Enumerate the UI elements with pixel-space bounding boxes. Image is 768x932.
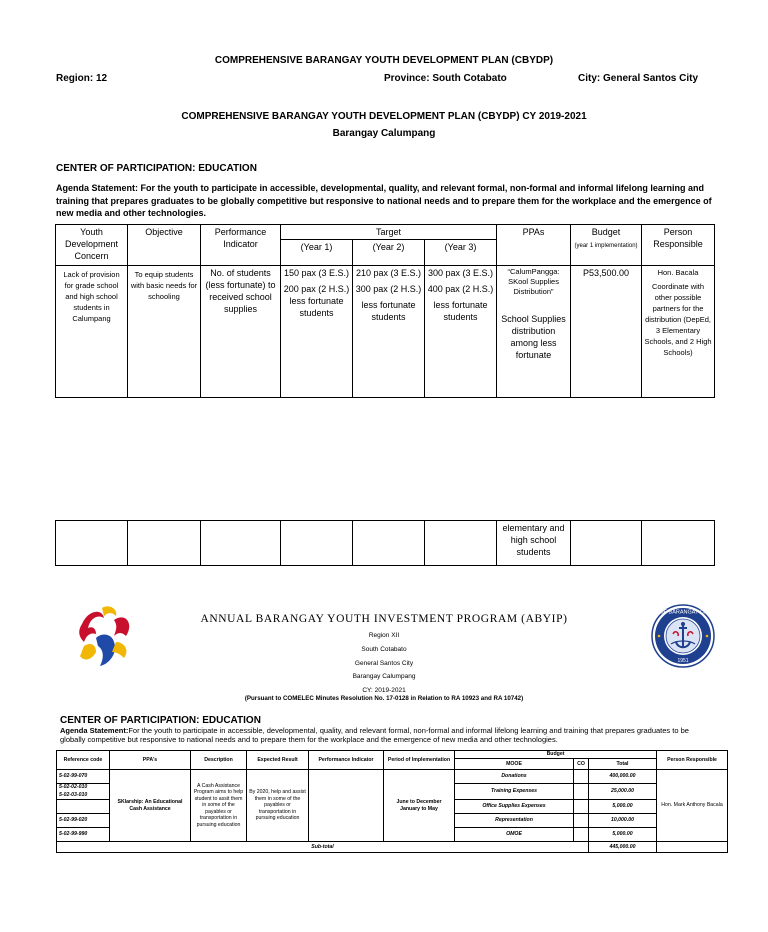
cont-cell bbox=[281, 521, 353, 566]
abyip-header-mooe: MOOE bbox=[455, 759, 574, 770]
cell-objective: To equip students with basic needs for schooling bbox=[128, 266, 201, 398]
cont-cell bbox=[201, 521, 281, 566]
abyip-description: A Cash Assistance Program aims to help student to assit them in some of the payables or transportation in pursuing education bbox=[191, 770, 247, 842]
year2-less: less fortunate students bbox=[361, 300, 416, 322]
header-ppas: PPAs bbox=[497, 225, 571, 266]
total-value: 10,000.00 bbox=[589, 814, 657, 828]
mooe-item: Donations bbox=[455, 770, 574, 784]
cell-year2 bbox=[353, 266, 425, 398]
abyip-center: CENTER OF PARTICIPATION: EDUCATION bbox=[60, 715, 261, 726]
header-budget bbox=[571, 225, 642, 266]
cell-indicator: No. of students (less fortunate) to received school supplies bbox=[201, 266, 281, 398]
header-objective: Objective bbox=[128, 225, 201, 266]
total-value: 5,000.00 bbox=[589, 828, 657, 842]
abyip-agenda-label: Agenda Statement: bbox=[60, 726, 129, 735]
subtotal-label: Sub-total bbox=[57, 842, 589, 853]
mooe-item: Training Expenses bbox=[455, 784, 574, 800]
year2-hs: 300 pax (2 H.S.) bbox=[355, 284, 422, 294]
abyip-ppa: SKlarship: An Educational Cash Assistance bbox=[110, 770, 191, 842]
header-person: Person Responsible bbox=[642, 225, 715, 266]
header-budget-label: Budget bbox=[591, 227, 621, 237]
abyip-region: Region XII bbox=[368, 632, 400, 639]
abyip-pursuant: (Pursuant to COMELEC Minutes Resolution No. 17-0128 in Relation to RA 10923 and RA 10742) bbox=[244, 695, 524, 702]
person-note: Coordinate with other possible partners for the distribution (DepEd, 3 Elementary Schools, and 2 High Schools) bbox=[644, 282, 712, 357]
total-value: 400,000.00 bbox=[589, 770, 657, 784]
cont-cell-ppas: elementary and high school students bbox=[497, 521, 571, 566]
header-budget-note: (year 1 implementation) bbox=[574, 243, 638, 249]
plan-title: COMPREHENSIVE BARANGAY YOUTH DEVELOPMENT PLAN (CBYDP) CY 2019-2021 bbox=[181, 111, 587, 122]
abyip-header-period: Period of Implementation bbox=[384, 751, 455, 770]
seal-text: THE SEAL OF BARANGAY CALUMPANG bbox=[631, 609, 735, 616]
ref-code-empty bbox=[57, 800, 110, 814]
abyip-header-desc: Description bbox=[191, 751, 247, 770]
ref-code: 5-02-99-020 bbox=[57, 814, 110, 828]
cont-cell bbox=[353, 521, 425, 566]
cbydp-table bbox=[55, 224, 715, 398]
year2-es: 210 pax (3 E.S.) bbox=[355, 268, 422, 278]
abyip-header-ppas: PPA's bbox=[110, 751, 191, 770]
cont-cell bbox=[642, 521, 715, 566]
cont-cell bbox=[128, 521, 201, 566]
abyip-header-co: CO bbox=[574, 759, 589, 770]
cbydp-header-title: COMPREHENSIVE BARANGAY YOUTH DEVELOPMENT PLAN (CBYDP) bbox=[214, 55, 554, 66]
abyip-barangay: Barangay Calumpang bbox=[352, 673, 416, 680]
ppa-title: “CalumPangga: SKool Supplies Distribution” bbox=[507, 267, 560, 296]
co-cell bbox=[574, 828, 589, 842]
mooe-item: OMOE bbox=[455, 828, 574, 842]
cell-year1 bbox=[281, 266, 353, 398]
region-label: Region: 12 bbox=[56, 73, 108, 84]
abyip-agenda-text: For the youth to participate in accessible, developmental, quality, and relevant formal, non-formal and informal lifelong learning and training that prepares graduates to be globally competitive but responsive to national needs and to prepare them for the workplace and the emergence of new media and other technologies. bbox=[60, 726, 689, 744]
subtotal-person-cell bbox=[657, 842, 728, 853]
header-year3: (Year 3) bbox=[425, 240, 497, 266]
year3-es: 300 pax (3 E.S.) bbox=[427, 268, 494, 278]
cell-person bbox=[642, 266, 715, 398]
cont-cell bbox=[571, 521, 642, 566]
year1-es: 150 pax (3 E.S.) bbox=[283, 268, 350, 278]
co-cell bbox=[574, 784, 589, 800]
ref-codes bbox=[57, 784, 110, 800]
ref-code: 5-02-02-010 bbox=[59, 784, 88, 790]
header-concern: Youth Development Concern bbox=[56, 225, 128, 266]
abyip-cy: CY: 2019-2021 bbox=[362, 687, 406, 694]
mooe-item: Office Supplies Expenses bbox=[455, 800, 574, 814]
abyip-header-total: Total bbox=[589, 759, 657, 770]
abyip-header-budget: Budget bbox=[455, 751, 657, 759]
header-indicator: Performance Indicator bbox=[201, 225, 281, 266]
ppa-desc: School Supplies distribution among less fortunate bbox=[501, 314, 566, 360]
ref-code: 5-02-99-070 bbox=[57, 770, 110, 784]
total-value: 5,000.00 bbox=[589, 800, 657, 814]
co-cell bbox=[574, 770, 589, 784]
cell-ppas bbox=[497, 266, 571, 398]
center-of-participation: CENTER OF PARTICIPATION: EDUCATION bbox=[56, 163, 257, 174]
abyip-title: ANNUAL BARANGAY YOUTH INVESTMENT PROGRAM (ABYIP) bbox=[200, 613, 568, 625]
ref-code: 5-02-03-010 bbox=[59, 791, 88, 798]
abyip-period: June to December January to May bbox=[384, 770, 455, 842]
city-label: City: General Santos City bbox=[578, 73, 699, 84]
barangay-label: Barangay Calumpang bbox=[332, 128, 436, 139]
abyip-province: South Cotabato bbox=[361, 646, 407, 653]
mooe-item: Representation bbox=[455, 814, 574, 828]
year3-less: less fortunate students bbox=[433, 300, 488, 322]
cell-year3 bbox=[425, 266, 497, 398]
cell-budget: P53,500.00 bbox=[571, 266, 642, 398]
cell-concern: Lack of provision for grade school and high school students in Calumpang bbox=[56, 266, 128, 398]
total-value: 25,000.00 bbox=[589, 784, 657, 800]
header-year2: (Year 2) bbox=[353, 240, 425, 266]
header-target: Target bbox=[281, 225, 497, 240]
abyip-header-person: Person Responsible bbox=[657, 751, 728, 770]
agenda-statement: Agenda Statement: For the youth to participate in accessible, developmental, quality, and relevant formal, non-formal and informal lifelong learning and training that prepares graduates to be globally competitive but responsive to national needs and to prepare them for the workplace and the emergence of new media and other technologies. bbox=[56, 183, 712, 218]
abyip-expected: By 2020, help and assist them in some of the payables or transportation in pursuing education bbox=[247, 770, 309, 842]
cont-cell bbox=[425, 521, 497, 566]
province-label: Province: South Cotabato bbox=[384, 73, 507, 84]
co-cell bbox=[574, 800, 589, 814]
year1-hs: 200 pax (2 H.S.) less fortunate students bbox=[283, 284, 350, 318]
ref-code: 5-02-99-990 bbox=[57, 828, 110, 842]
abyip-person: Hon. Mark Anthony Bacala bbox=[657, 770, 728, 842]
person-name: Hon. Bacala bbox=[657, 268, 699, 277]
header-year1: (Year 1) bbox=[281, 240, 353, 266]
abyip-header-expected: Expected Result bbox=[247, 751, 309, 770]
cont-cell bbox=[56, 521, 128, 566]
abyip-indicator bbox=[309, 770, 384, 842]
abyip-agenda bbox=[60, 726, 710, 744]
abyip-header-indicator: Performance Indicator bbox=[309, 751, 384, 770]
cbydp-table-continuation bbox=[55, 520, 715, 566]
abyip-city: General Santos City bbox=[354, 660, 414, 667]
abyip-table bbox=[56, 750, 728, 853]
subtotal-value: 445,000.00 bbox=[589, 842, 657, 853]
co-cell bbox=[574, 814, 589, 828]
year3-hs: 400 pax (2 H.S.) bbox=[427, 284, 494, 294]
abyip-header-ref: Reference code bbox=[57, 751, 110, 770]
seal-year: 1951 bbox=[677, 658, 689, 664]
